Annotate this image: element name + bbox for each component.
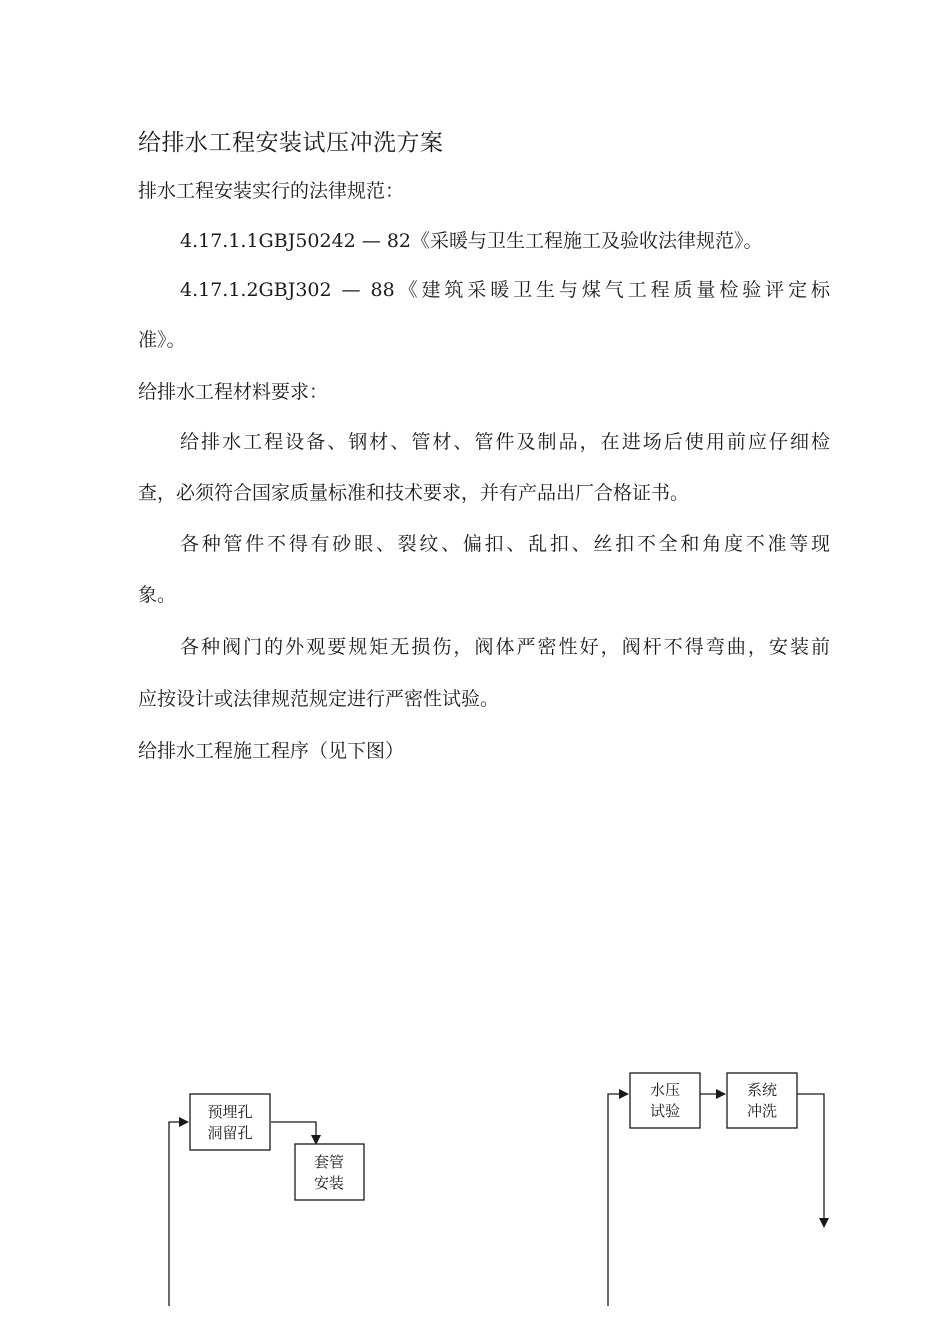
connector-box4-down <box>797 1094 824 1227</box>
flow-box-sleeve-install <box>295 1144 364 1200</box>
materials-para-3-line-1: 各种阀门的外观要规矩无损伤，阀体严密性好，阀杆不得弯曲，安装前 <box>180 636 830 658</box>
regulation-item-2: 4.17.1.2GBJ302 — 88《建筑采暖卫生与煤气工程质量检验评定标 <box>180 279 830 301</box>
construction-flowchart <box>0 1060 950 1344</box>
flow-box-system-flush <box>727 1073 797 1128</box>
flow-box-label: 试验 <box>649 1102 681 1120</box>
page-title: 给排水工程安装试压冲洗方案 <box>138 130 444 156</box>
connector-mid-return <box>608 1094 628 1306</box>
flow-box-label: 水压 <box>649 1081 681 1099</box>
regulation-item-1: 4.17.1.1GBJ50242 — 82《采暖与卫生工程施工及验收法律规范》。 <box>180 230 763 252</box>
connector-left-return <box>169 1122 188 1306</box>
heading-materials: 给排水工程材料要求： <box>138 381 329 403</box>
flow-box-label: 洞留孔 <box>207 1124 253 1142</box>
connector-box1-box2 <box>271 1122 316 1144</box>
flow-box-label: 冲洗 <box>746 1102 778 1120</box>
flow-box-prebury-holes <box>190 1094 270 1150</box>
regulation-item-2-cont: 准》。 <box>138 329 186 351</box>
flow-box-pressure-test <box>630 1073 700 1128</box>
flow-box-label: 系统 <box>746 1081 778 1099</box>
flow-box-label: 预埋孔 <box>207 1103 253 1121</box>
flow-box-label: 安装 <box>313 1174 345 1192</box>
materials-para-1-line-1: 给排水工程设备、钢材、管材、管件及制品，在进场后使用前应仔细检 <box>180 431 830 453</box>
materials-para-1-line-2: 查，必须符合国家质量标准和技术要求，并有产品出厂合格证书。 <box>138 482 690 504</box>
flow-box-label: 套管 <box>313 1153 345 1171</box>
materials-para-3-line-2: 应按设计或法律规范规定进行严密性试验。 <box>138 688 500 710</box>
materials-para-2-line-2: 象。 <box>138 584 177 606</box>
materials-para-2-line-1: 各种管件不得有砂眼、裂纹、偏扣、乱扣、丝扣不全和角度不准等现 <box>180 533 830 555</box>
heading-regulations: 排水工程安装实行的法律规范： <box>138 180 405 202</box>
heading-procedure: 给排水工程施工程序（见下图） <box>138 740 405 762</box>
